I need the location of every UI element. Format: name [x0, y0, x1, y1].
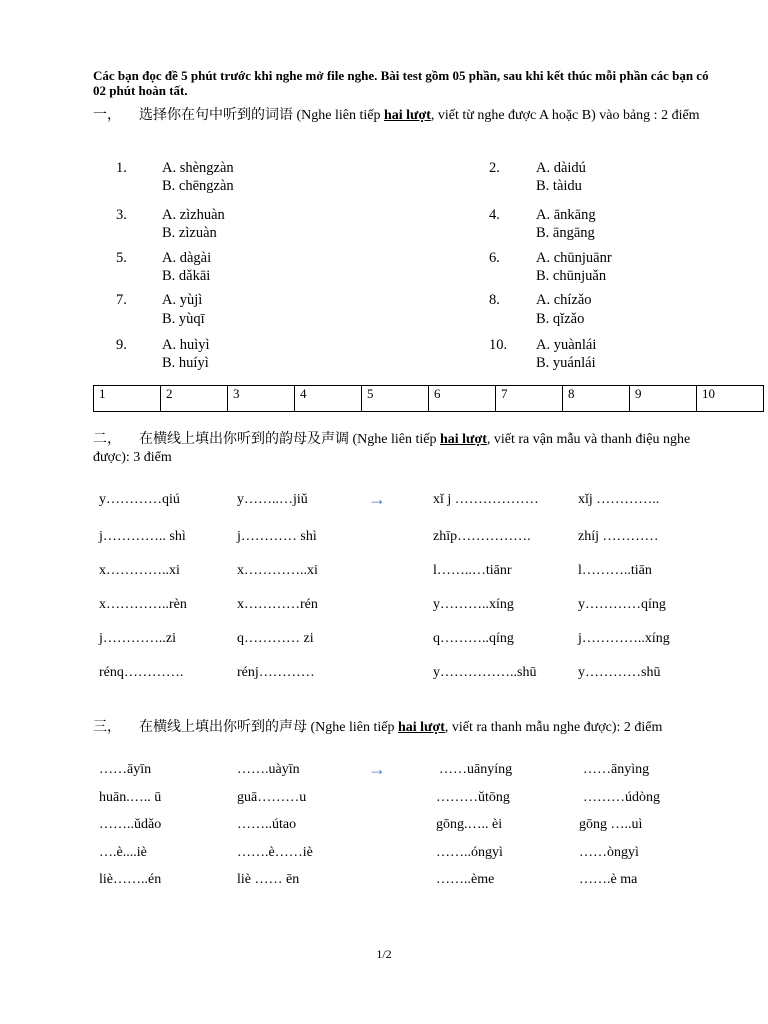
- option-b: B. āngāng: [536, 225, 595, 241]
- option-b: B. qǐzǎo: [536, 311, 585, 327]
- question-number: 2.: [489, 160, 500, 176]
- blank-item: j………… shì: [237, 529, 317, 544]
- option-b: B. huíyì: [162, 355, 209, 371]
- option-a: A. yuànlái: [536, 337, 597, 353]
- answer-table: [93, 385, 764, 412]
- blank-item: x…………rén: [237, 597, 318, 612]
- blank-item: ……òngyì: [579, 845, 639, 860]
- option-a: A. yùjì: [162, 292, 203, 308]
- section3-title: 三， 在横线上填出你听到的声母 (Nghe liên tiếp hai lượt, viết ra thanh mẫu nghe được): 2 điểm: [93, 720, 663, 735]
- blank-item: ……..óngyì: [436, 845, 503, 860]
- option-a: A. chízǎo: [536, 292, 592, 308]
- answer-cell-10[interactable]: 10: [697, 386, 764, 412]
- question-number: 5.: [116, 250, 127, 266]
- section1-number: 一，: [93, 108, 121, 123]
- question-number: 10.: [489, 337, 508, 353]
- option-b: B. tàidu: [536, 178, 582, 194]
- blank-item: gōng.….. èi: [436, 817, 503, 832]
- blank-item: xǐ j ………………: [433, 492, 539, 507]
- option-b: B. yùqī: [162, 311, 205, 327]
- blank-item: ……āyīn: [99, 762, 152, 777]
- intro-text: Các bạn đọc đề 5 phút trước khi nghe mở file nghe. Bài test gồm 05 phần, sau khi kết thúc mỗi phần các bạn có 02 phút hoàn tất.: [93, 68, 709, 98]
- option-a: A. huìyì: [162, 337, 210, 353]
- blank-item: y………..xíng: [433, 597, 514, 612]
- blank-item: x…………..rèn: [99, 597, 187, 612]
- answer-cell-3[interactable]: 3: [228, 386, 295, 412]
- blank-item: ………údòng: [583, 790, 660, 805]
- section3-number: 三，: [93, 720, 121, 735]
- answer-cell-9[interactable]: 9: [630, 386, 697, 412]
- option-a: A. dàgài: [162, 250, 212, 266]
- option-b: B. chūnjuǎn: [536, 268, 607, 284]
- option-b: B. chēngzàn: [162, 178, 234, 194]
- blank-item: ….è....iè: [99, 845, 147, 860]
- blank-item: xǐj …………..: [578, 492, 660, 507]
- answer-cell-5[interactable]: 5: [362, 386, 429, 412]
- question-number: 4.: [489, 207, 500, 223]
- section3-bold: hai lượt: [397, 720, 445, 735]
- answer-cell-6[interactable]: 6: [429, 386, 496, 412]
- answer-cell-1[interactable]: 1: [94, 386, 161, 412]
- blank-item: liè……..én: [99, 872, 162, 887]
- blank-item: ……uānyíng: [439, 762, 513, 777]
- blank-item: ……ānyìng: [583, 762, 650, 777]
- arrow-right-icon: →: [368, 489, 386, 509]
- blank-item: guā………u: [237, 790, 307, 805]
- blank-item: …….è ma: [579, 872, 638, 887]
- blank-item: q………..qíng: [433, 631, 514, 646]
- option-a: A. dàidú: [536, 160, 586, 176]
- blank-item: ………ǔtōng: [436, 790, 510, 805]
- blank-item: j………….. shì: [99, 529, 186, 544]
- option-b: B. zìzuàn: [162, 225, 217, 241]
- blank-item: ……..ème: [436, 872, 495, 887]
- blank-item: y……..…jiǔ: [237, 492, 308, 507]
- blank-item: x…………..xi: [237, 563, 318, 578]
- option-b: B. dǎkāi: [162, 268, 211, 284]
- blank-item: j…………..xíng: [578, 631, 670, 646]
- blank-item: gōng …..uì: [579, 817, 643, 832]
- option-b: B. yuánlái: [536, 355, 596, 371]
- section2-number: 二，: [93, 432, 121, 447]
- blank-item: ……..útao: [237, 817, 297, 832]
- blank-item: huān.….. ū: [99, 790, 162, 805]
- blank-item: zhíj …………: [578, 529, 659, 544]
- blank-item: …….uàyīn: [237, 762, 300, 777]
- answer-table-row: [94, 386, 764, 412]
- question-number: 8.: [489, 292, 500, 308]
- blank-item: j…………..zi: [99, 631, 176, 646]
- blank-item: l………..tiān: [578, 563, 652, 578]
- question-number: 3.: [116, 207, 127, 223]
- blank-item: …….è……iè: [237, 845, 313, 860]
- option-a: A. ānkāng: [536, 207, 596, 223]
- blank-item: ……..ǔdǎo: [99, 817, 162, 832]
- page-number: 1/2: [376, 947, 392, 961]
- question-number: 7.: [116, 292, 127, 308]
- blank-item: rénq………….: [99, 665, 184, 680]
- answer-cell-2[interactable]: 2: [161, 386, 228, 412]
- section2-bold: hai lượt: [439, 432, 487, 447]
- question-number: 9.: [116, 337, 127, 353]
- answer-cell-4[interactable]: 4: [295, 386, 362, 412]
- blank-item: x…………..xi: [99, 563, 180, 578]
- blank-item: y…………qíng: [578, 597, 666, 612]
- question-number: 1.: [116, 160, 127, 176]
- blank-item: q………… zi: [237, 631, 314, 646]
- blank-item: y…………qiú: [99, 492, 180, 507]
- option-a: A. shèngzàn: [162, 160, 234, 176]
- question-number: 6.: [489, 250, 500, 266]
- blank-item: y…………shū: [578, 665, 661, 680]
- blank-item: y……………..shū: [433, 665, 537, 680]
- answer-cell-8[interactable]: 8: [563, 386, 630, 412]
- answer-cell-7[interactable]: 7: [496, 386, 563, 412]
- section1-title: 一， 选择你在句中听到的词语 (Nghe liên tiếp hai lượt, viết từ nghe được A hoặc B) vào bảng : 2 điểm: [93, 108, 700, 123]
- blank-item: l……..…tiānr: [433, 563, 512, 578]
- section2-title: 二， 在横线上填出你听到的韵母及声调 (Nghe liên tiếp hai lượt, viết ra vận mẫu và thanh điệu nghe được): 3 điểm: [93, 432, 691, 465]
- option-a: A. zìzhuàn: [162, 207, 225, 223]
- blank-item: zhīp…………….: [433, 529, 531, 544]
- option-a: A. chūnjuānr: [536, 250, 612, 266]
- blank-item: liè …… ēn: [237, 872, 300, 887]
- blank-item: rénj…………: [237, 665, 315, 680]
- arrow-right-icon: →: [368, 759, 386, 779]
- section1-bold: hai lượt: [383, 108, 431, 123]
